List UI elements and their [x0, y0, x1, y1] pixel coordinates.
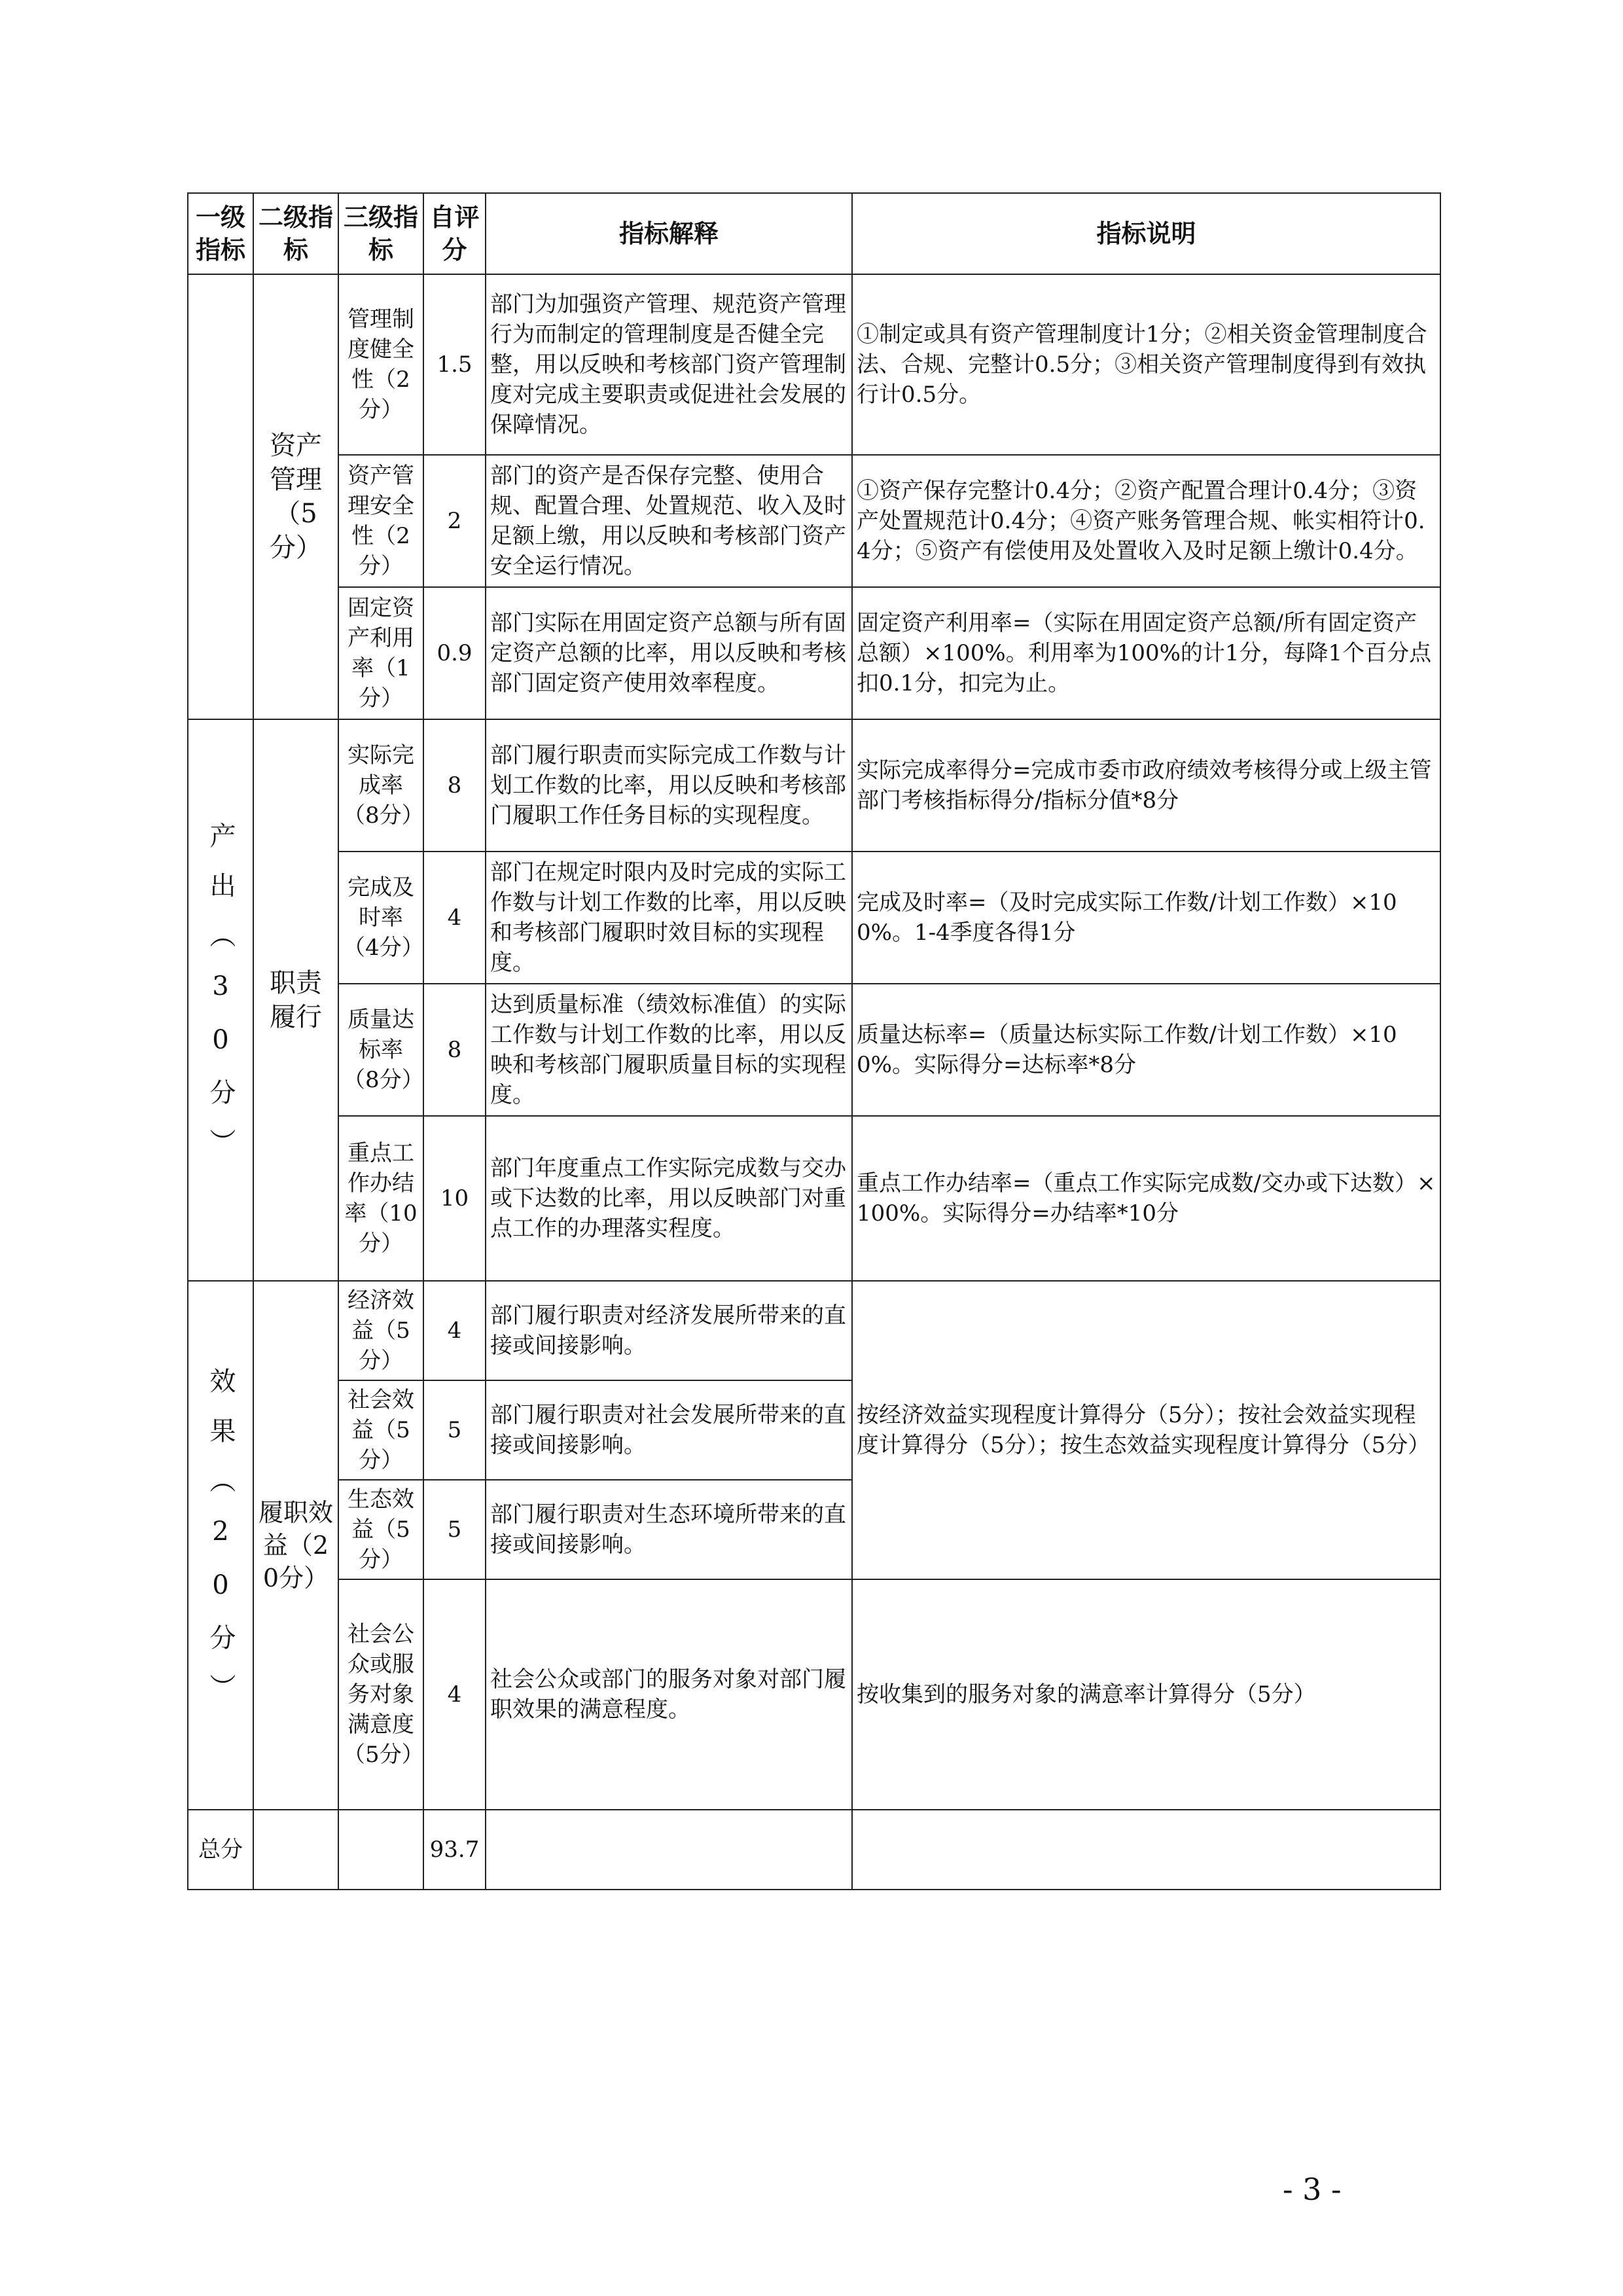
description-cell: 质量达标率=（质量达标实际工作数/计划工作数）×100%。实际得分=达标率*8分 — [852, 984, 1440, 1116]
interpretation-cell: 部门的资产是否保存完整、使用合规、配置合理、处置规范、收入及时足额上缴，用以反映和考核部门资产安全运行情况。 — [486, 455, 852, 587]
table-row — [188, 1281, 1440, 1380]
header-interpretation: 指标解释 — [486, 193, 852, 274]
total-empty-cell — [253, 1810, 338, 1890]
table-row — [188, 984, 1440, 1116]
interpretation-cell: 部门履行职责对生态环境所带来的直接或间接影响。 — [486, 1480, 852, 1579]
header-level1: 一级指标 — [188, 193, 253, 274]
score-cell: 8 — [423, 719, 486, 852]
level1-label: 产出（30分） — [205, 822, 236, 1178]
description-cell: 实际完成率得分=完成市委市政府绩效考核得分或上级主管部门考核指标得分/指标分值*8分 — [852, 719, 1440, 852]
level3-cell: 管理制度健全性（2分） — [338, 274, 423, 455]
table-row — [188, 455, 1440, 587]
score-cell: 4 — [423, 852, 486, 984]
level1-label: 效果（20分） — [205, 1367, 236, 1723]
description-cell: ①资产保存完整计0.4分；②资产配置合理计0.4分；③资产处置规范计0.4分；④资产账务管理合规、帐实相符计0.4分；⑤资产有偿使用及处置收入及时足额上缴计0.4分。 — [852, 455, 1440, 587]
total-empty-cell — [338, 1810, 423, 1890]
score-cell: 5 — [423, 1480, 486, 1579]
total-row — [188, 1810, 1440, 1890]
level1-cell — [188, 719, 253, 1281]
level3-cell: 重点工作办结率（10分） — [338, 1116, 423, 1281]
level3-cell: 固定资产利用率（1分） — [338, 587, 423, 719]
interpretation-cell: 部门为加强资产管理、规范资产管理行为而制定的管理制度是否健全完整，用以反映和考核部门资产管理制度对完成主要职责或促进社会发展的保障情况。 — [486, 274, 852, 455]
level3-cell: 资产管理安全性（2分） — [338, 455, 423, 587]
level1-cell — [188, 1281, 253, 1810]
level2-cell: 履职效益（20分） — [253, 1281, 338, 1810]
level2-cell: 职责履行 — [253, 719, 338, 1281]
table-row — [188, 852, 1440, 984]
evaluation-table — [187, 192, 1441, 1890]
header-self-score: 自评分 — [423, 193, 486, 274]
description-cell: ①制定或具有资产管理制度计1分；②相关资金管理制度合法、合规、完整计0.5分；③相关资产管理制度得到有效执行计0.5分。 — [852, 274, 1440, 455]
score-cell: 4 — [423, 1579, 486, 1810]
description-cell: 重点工作办结率=（重点工作实际完成数/交办或下达数）×100%。实际得分=办结率*10分 — [852, 1116, 1440, 1281]
description-cell: 按收集到的服务对象的满意率计算得分（5分） — [852, 1579, 1440, 1810]
total-empty-cell — [486, 1810, 852, 1890]
level3-cell: 社会效益（5分） — [338, 1380, 423, 1480]
header-level2: 二级指标 — [253, 193, 338, 274]
header-level3: 三级指标 — [338, 193, 423, 274]
level3-cell: 生态效益（5分） — [338, 1480, 423, 1579]
score-cell: 5 — [423, 1380, 486, 1480]
level2-cell: 资产管理（5分） — [253, 274, 338, 719]
interpretation-cell: 部门在规定时限内及时完成的实际工作数与计划工作数的比率，用以反映和考核部门履职时效目标的实现程度。 — [486, 852, 852, 984]
total-label: 总分 — [188, 1810, 253, 1890]
interpretation-cell: 部门履行职责对经济发展所带来的直接或间接影响。 — [486, 1281, 852, 1380]
level3-cell: 经济效益（5分） — [338, 1281, 423, 1380]
total-score: 93.7 — [423, 1810, 486, 1890]
level3-cell: 质量达标率（8分） — [338, 984, 423, 1116]
interpretation-cell: 部门履行职责对社会发展所带来的直接或间接影响。 — [486, 1380, 852, 1480]
level1-cell-empty — [188, 274, 253, 719]
level3-cell: 社会公众或服务对象满意度（5分） — [338, 1579, 423, 1810]
interpretation-cell: 部门年度重点工作实际完成数与交办或下达数的比率，用以反映部门对重点工作的办理落实程度。 — [486, 1116, 852, 1281]
description-cell: 固定资产利用率=（实际在用固定资产总额/所有固定资产总额）×100%。利用率为100%的计1分，每降1个百分点扣0.1分，扣完为止。 — [852, 587, 1440, 719]
score-cell: 2 — [423, 455, 486, 587]
total-empty-cell — [852, 1810, 1440, 1890]
interpretation-cell: 部门履行职责而实际完成工作数与计划工作数的比率，用以反映和考核部门履职工作任务目标的实现程度。 — [486, 719, 852, 852]
score-cell: 0.9 — [423, 587, 486, 719]
page-number: - 3 - — [1283, 2172, 1342, 2207]
interpretation-cell: 部门实际在用固定资产总额与所有固定资产总额的比率，用以反映和考核部门固定资产使用效率程度。 — [486, 587, 852, 719]
score-cell: 10 — [423, 1116, 486, 1281]
level3-cell: 实际完成率（8分） — [338, 719, 423, 852]
table-row — [188, 274, 1440, 455]
table-row — [188, 719, 1440, 852]
score-cell: 8 — [423, 984, 486, 1116]
description-cell: 完成及时率=（及时完成实际工作数/计划工作数）×100%。1-4季度各得1分 — [852, 852, 1440, 984]
header-row — [188, 193, 1440, 274]
table-row — [188, 1116, 1440, 1281]
level3-cell: 完成及时率（4分） — [338, 852, 423, 984]
description-cell: 按经济效益实现程度计算得分（5分）；按社会效益实现程度计算得分（5分）；按生态效益实现程度计算得分（5分） — [852, 1281, 1440, 1579]
interpretation-cell: 达到质量标准（绩效标准值）的实际工作数与计划工作数的比率，用以反映和考核部门履职质量目标的实现程度。 — [486, 984, 852, 1116]
score-cell: 1.5 — [423, 274, 486, 455]
header-description: 指标说明 — [852, 193, 1440, 274]
interpretation-cell: 社会公众或部门的服务对象对部门履职效果的满意程度。 — [486, 1579, 852, 1810]
table-row — [188, 1579, 1440, 1810]
table-row — [188, 587, 1440, 719]
score-cell: 4 — [423, 1281, 486, 1380]
